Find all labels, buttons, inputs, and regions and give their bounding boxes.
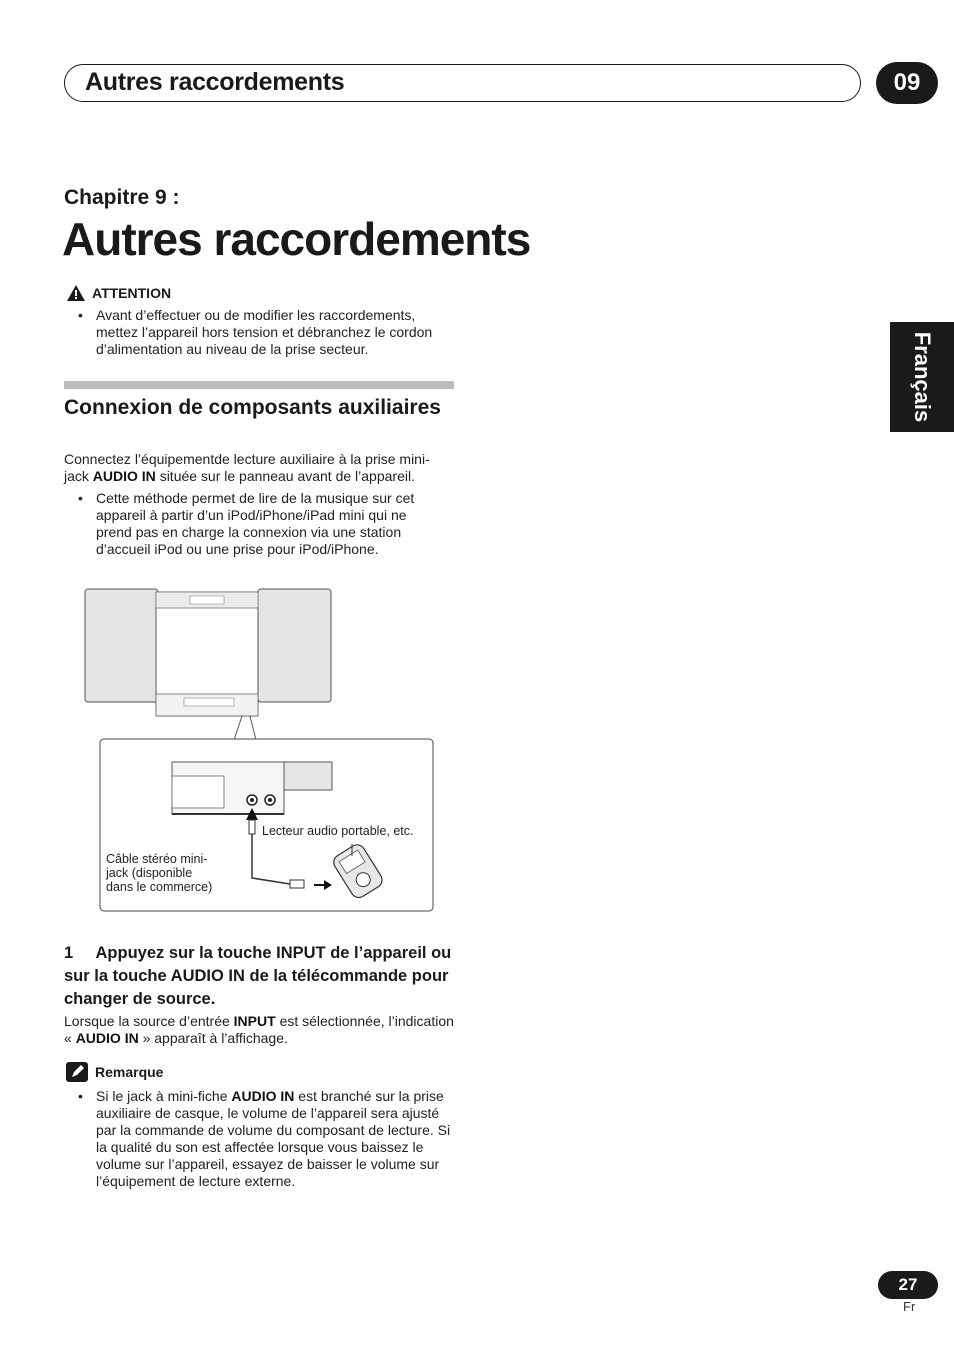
note-bullet: • Si le jack à mini-fiche AUDIO IN est branché sur la prise auxiliaire de casque, le volume de l’appareil sera ajusté par la commande de volume du composant de lecture. Si la qualité du son est affectée lorsque vous baissez le volume sur l’appareil, essayez de baisser le volume sur l’équipement de lecture externe. bbox=[78, 1088, 451, 1189]
step-desc-text-1: Lorsque la source d’entrée bbox=[64, 1013, 230, 1029]
warning-icon bbox=[66, 284, 86, 302]
step-desc-bold-2: AUDIO IN bbox=[75, 1030, 139, 1046]
language-tab-label: Français bbox=[910, 331, 935, 423]
page-title: Autres raccordements bbox=[62, 213, 531, 265]
header-bar bbox=[64, 64, 861, 102]
page-number: 27 bbox=[878, 1271, 938, 1299]
pencil-icon bbox=[66, 1062, 88, 1082]
section-intro bbox=[64, 451, 454, 485]
section-bullet-text: Cette méthode permet de lire de la musique sur cet appareil à partir d’un iPod/iPhone/iPad mini qui ne prend pas en charge la connexion via une station d’accueil iPod ou une prise pour iPod/iPhone. bbox=[96, 490, 415, 557]
section-intro-bold: AUDIO IN bbox=[92, 468, 156, 484]
note-heading bbox=[66, 1062, 163, 1082]
connection-diagram bbox=[84, 586, 436, 914]
chapter-label: Chapitre 9 : bbox=[64, 186, 180, 209]
section-title: Connexion de composants auxiliaires bbox=[64, 396, 441, 419]
step-text: Appuyez sur la touche INPUT de l’appareil ou sur la touche AUDIO IN de la télécommande pour changer de source. bbox=[64, 944, 452, 1008]
section-divider bbox=[64, 381, 454, 389]
note-bullet-bold: AUDIO IN bbox=[231, 1088, 295, 1104]
step-desc-text-2: est sélectionnée, l’indication « bbox=[64, 1013, 454, 1046]
section-intro-text-end: située sur le panneau avant de l’appareil. bbox=[159, 468, 415, 484]
language-tab bbox=[890, 322, 954, 432]
header-title: Autres raccordements bbox=[85, 68, 345, 96]
caution-heading-text: ATTENTION bbox=[92, 285, 172, 301]
page-language-code: Fr bbox=[903, 1299, 916, 1314]
step-number: 1 bbox=[64, 944, 74, 962]
step-desc-bold-1: INPUT bbox=[233, 1013, 276, 1029]
note-bullet-text-2: est branché sur la prise auxiliaire de casque, le volume de l’appareil sera ajusté par la commande de volume du composant de lecture. Si la qualité du son est affectée lorsque vous baissez le volume sur l’appareil, essayez de baisser le volume sur l’équipement de lecture externe. bbox=[96, 1088, 451, 1189]
portable-player-label: Lecteur audio portable, etc. bbox=[262, 824, 414, 838]
step-description bbox=[64, 1013, 454, 1047]
section-intro-text: Connectez l’équipementde lecture auxiliaire à la prise mini-jack bbox=[64, 451, 430, 484]
note-heading-text: Remarque bbox=[95, 1064, 164, 1080]
caution-bullet-text: Avant d’effectuer ou de modifier les raccordements, mettez l’appareil hors tension et débranchez le cordon d’alimentation au niveau de la prise secteur. bbox=[96, 307, 433, 357]
caution-heading bbox=[66, 284, 171, 302]
caution-bullet: • Avant d’effectuer ou de modifier les raccordements, mettez l’appareil hors tension et débranchez le cordon d’alimentation au niveau de la prise secteur. bbox=[78, 307, 433, 357]
chapter-number-badge: 09 bbox=[876, 62, 938, 104]
step-desc-text-3: » apparaît à l’affichage. bbox=[142, 1030, 288, 1046]
section-bullet: • Cette méthode permet de lire de la musique sur cet appareil à partir d’un iPod/iPhone/iPad mini qui ne prend pas en charge la connexion via une station d’accueil iPod ou une prise pour iPod/iPhone. bbox=[78, 490, 415, 557]
note-bullet-text-1: Si le jack à mini-fiche bbox=[96, 1088, 228, 1104]
step-1 bbox=[64, 942, 464, 1011]
stereo-cable-label: Câble stéréo mini- jack (disponible dans le commerce) bbox=[106, 852, 213, 894]
